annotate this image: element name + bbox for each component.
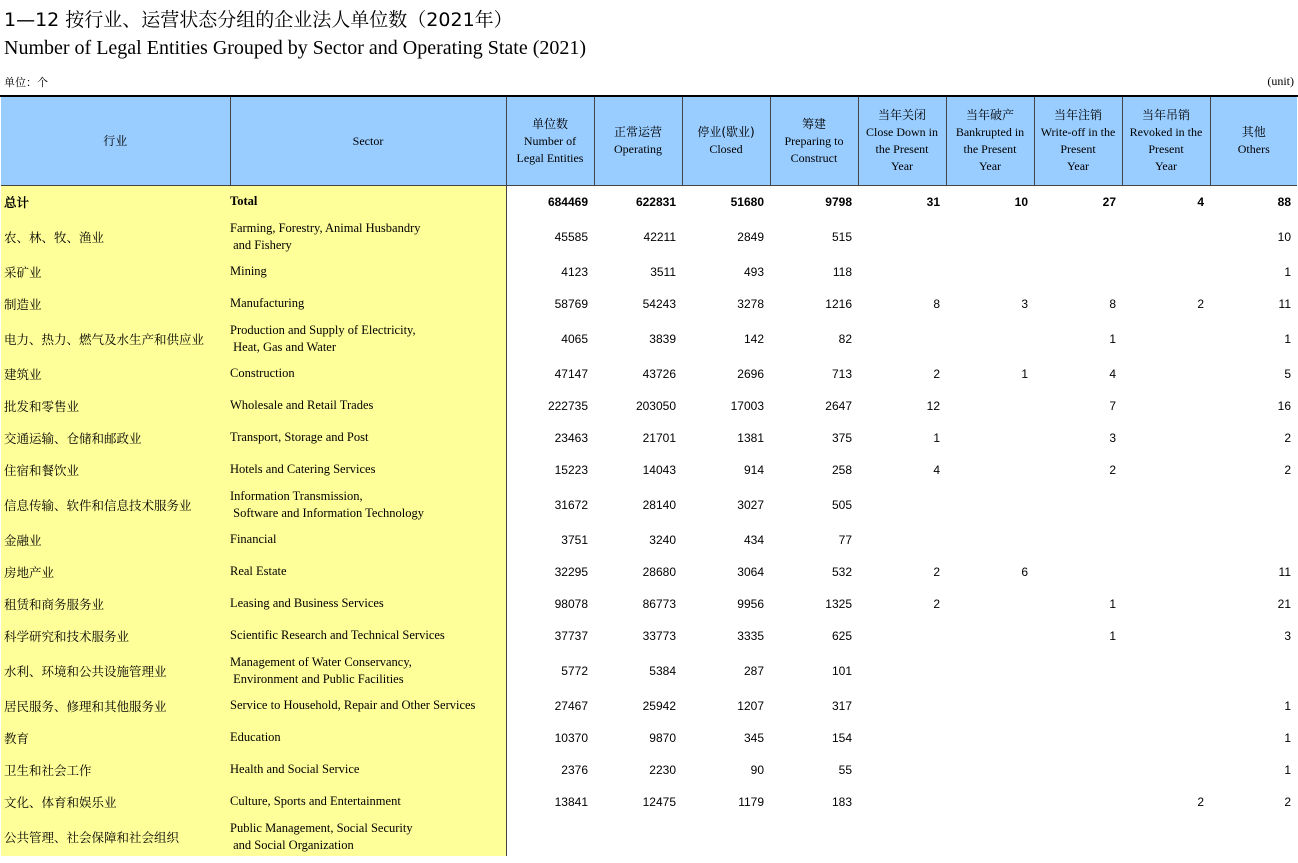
- value-cell: 505: [831, 497, 852, 512]
- value-cell: 10: [1014, 194, 1028, 209]
- table-row: [1, 524, 1297, 556]
- value-cell: 515: [831, 229, 852, 244]
- value-cell: 54243: [642, 296, 676, 311]
- value-cell: [1210, 486, 1297, 524]
- value-cell: [1122, 454, 1210, 486]
- value-cell: [1210, 652, 1297, 690]
- value-cell: 2: [933, 564, 940, 579]
- value-cell: 2: [1197, 794, 1204, 809]
- value-cell: 25942: [642, 698, 676, 713]
- value-cell: 11: [1278, 564, 1291, 579]
- value-cell: 1216: [825, 296, 852, 311]
- value-cell: 28140: [642, 497, 676, 512]
- header-col: 筹建 Preparing to Construct: [770, 97, 858, 186]
- sector-name-en: [230, 186, 506, 218]
- value-cell: 4065: [561, 331, 588, 346]
- header-col: 其他 Others: [1210, 97, 1297, 186]
- value-cell: 33773: [642, 628, 676, 643]
- page-title-cn: 1—12 按行业、运营状态分组的企业法人单位数（2021年）: [4, 9, 513, 31]
- table-row: [1, 754, 1297, 786]
- value-cell: 1: [1284, 331, 1291, 346]
- value-cell: 21701: [642, 430, 676, 445]
- value-cell: 11: [1278, 296, 1291, 311]
- value-cell: [1034, 218, 1122, 256]
- value-cell: 2: [1284, 794, 1291, 809]
- value-cell: 32295: [554, 564, 588, 579]
- value-cell: 2: [1109, 462, 1116, 477]
- value-cell: 9956: [737, 596, 764, 611]
- value-cell: 4: [1109, 366, 1116, 381]
- value-cell: 31: [926, 194, 940, 209]
- value-cell: [1122, 818, 1210, 856]
- value-cell: [858, 320, 946, 358]
- value-cell: 118: [832, 264, 852, 279]
- value-cell: 58769: [554, 296, 588, 311]
- value-cell: 2230: [649, 762, 676, 777]
- sector-name-en: [230, 818, 506, 856]
- value-cell: 1: [1284, 264, 1291, 279]
- value-cell: 1381: [737, 430, 764, 445]
- value-cell: [1122, 320, 1210, 358]
- value-cell: 3839: [649, 331, 676, 346]
- sector-name-en: [230, 218, 506, 256]
- value-cell: 622831: [635, 194, 676, 209]
- header-row: [1, 97, 1297, 186]
- value-cell: [946, 818, 1034, 856]
- data-table: [1, 97, 1297, 856]
- sector-name-en-line2: and Social Organization: [230, 837, 354, 852]
- sector-name-cn: 科学研究和技术服务业: [1, 620, 230, 652]
- value-cell: 86773: [642, 596, 676, 611]
- sector-name-en-line1: Manufacturing: [230, 296, 305, 310]
- value-cell: [1034, 690, 1122, 722]
- sector-name-cn: 信息传输、软件和信息技术服务业: [1, 486, 230, 524]
- value-cell: 1: [1284, 730, 1291, 745]
- value-cell: [946, 422, 1034, 454]
- sector-name-en-line1: Real Estate: [230, 564, 287, 578]
- value-cell: [946, 754, 1034, 786]
- sector-name-en-line2: Software and Information Technology: [230, 505, 424, 520]
- value-cell: [946, 524, 1034, 556]
- header-sector-cn: 行业: [1, 97, 230, 186]
- value-cell: 37737: [554, 628, 588, 643]
- value-cell: [858, 486, 946, 524]
- table-row: [1, 358, 1297, 390]
- value-cell: 77: [838, 532, 852, 547]
- value-cell: [946, 620, 1034, 652]
- value-cell: [1122, 524, 1210, 556]
- sector-name-en: [230, 390, 506, 422]
- value-cell: 13841: [554, 794, 588, 809]
- value-cell: [946, 486, 1034, 524]
- sector-name-en-line1: Farming, Forestry, Animal Husbandry: [230, 220, 421, 235]
- sector-name-cn: 农、林、牧、渔业: [1, 218, 230, 256]
- value-cell: [1122, 256, 1210, 288]
- header-sector-en: Sector: [230, 97, 506, 186]
- sector-name-cn: 租赁和商务服务业: [1, 588, 230, 620]
- value-cell: [858, 652, 946, 690]
- value-cell: [1122, 358, 1210, 390]
- value-cell: 434: [743, 532, 764, 547]
- sector-name-cn: 居民服务、修理和其他服务业: [1, 690, 230, 722]
- sector-name-cn: 采矿业: [1, 256, 230, 288]
- value-cell: [682, 818, 770, 856]
- value-cell: 28680: [642, 564, 676, 579]
- sector-name-en: [230, 320, 506, 358]
- table-row: [1, 256, 1297, 288]
- value-cell: 375: [831, 430, 852, 445]
- sector-name-en-line1: Financial: [230, 532, 277, 546]
- sector-name-en-line1: Culture, Sports and Entertainment: [230, 794, 401, 808]
- value-cell: 5: [1284, 366, 1291, 381]
- value-cell: 16: [1277, 398, 1291, 413]
- value-cell: [858, 818, 946, 856]
- value-cell: 5384: [649, 663, 676, 678]
- value-cell: 43726: [642, 366, 676, 381]
- value-cell: [1122, 422, 1210, 454]
- sector-name-en-line1: Wholesale and Retail Trades: [230, 398, 374, 412]
- value-cell: [1122, 722, 1210, 754]
- value-cell: 12: [926, 398, 940, 413]
- header-col: 单位数 Number of Legal Entities: [506, 97, 594, 186]
- value-cell: 42211: [643, 229, 676, 244]
- value-cell: 2849: [737, 229, 764, 244]
- value-cell: 625: [831, 628, 852, 643]
- sector-name-en-line1: Transport, Storage and Post: [230, 430, 369, 444]
- table-row: [1, 652, 1297, 690]
- sector-name-en-line1: Mining: [230, 264, 267, 278]
- value-cell: [946, 652, 1034, 690]
- value-cell: 9798: [825, 194, 852, 209]
- value-cell: 23463: [554, 430, 588, 445]
- sector-name-en-line1: Education: [230, 730, 281, 744]
- value-cell: 1: [1109, 596, 1116, 611]
- value-cell: 4: [933, 462, 940, 477]
- value-cell: 90: [750, 762, 764, 777]
- value-cell: 2: [933, 366, 940, 381]
- value-cell: 98078: [554, 596, 588, 611]
- value-cell: [858, 722, 946, 754]
- value-cell: [1210, 524, 1297, 556]
- table-row: [1, 320, 1297, 358]
- value-cell: 914: [743, 462, 764, 477]
- value-cell: 5772: [561, 663, 588, 678]
- table-row: [1, 556, 1297, 588]
- value-cell: 1: [1021, 366, 1028, 381]
- value-cell: 3064: [737, 564, 764, 579]
- table-row: [1, 722, 1297, 754]
- sector-name-en-line1: Total: [230, 194, 258, 209]
- value-cell: [858, 690, 946, 722]
- value-cell: 15223: [554, 462, 588, 477]
- value-cell: [858, 524, 946, 556]
- value-cell: [1122, 620, 1210, 652]
- value-cell: 2647: [825, 398, 852, 413]
- value-cell: 88: [1277, 194, 1291, 209]
- value-cell: [1034, 754, 1122, 786]
- value-cell: [946, 320, 1034, 358]
- sector-name-cn: 房地产业: [1, 556, 230, 588]
- value-cell: 1207: [737, 698, 764, 713]
- value-cell: 82: [838, 331, 852, 346]
- value-cell: 2: [1284, 462, 1291, 477]
- value-cell: 101: [831, 663, 852, 678]
- value-cell: 183: [831, 794, 852, 809]
- value-cell: 1: [1109, 628, 1116, 643]
- sector-name-en: [230, 652, 506, 690]
- sector-name-en-line1: Construction: [230, 366, 295, 380]
- sector-name-en: [230, 722, 506, 754]
- sector-name-cn: 总计: [1, 186, 230, 218]
- header-col: 当年关闭 Close Down in the Present Year: [858, 97, 946, 186]
- table-row: [1, 690, 1297, 722]
- value-cell: 1: [1109, 331, 1116, 346]
- value-cell: [1034, 652, 1122, 690]
- value-cell: 1179: [738, 794, 764, 809]
- value-cell: [858, 620, 946, 652]
- value-cell: 3335: [737, 628, 764, 643]
- sector-name-en-line1: Production and Supply of Electricity,: [230, 322, 416, 337]
- value-cell: [506, 818, 594, 856]
- value-cell: 154: [831, 730, 852, 745]
- value-cell: 51680: [730, 194, 764, 209]
- value-cell: [1122, 588, 1210, 620]
- value-cell: [946, 454, 1034, 486]
- sector-name-en-line1: Information Transmission,: [230, 488, 363, 503]
- sector-name-cn: 电力、热力、燃气及水生产和供应业: [1, 320, 230, 358]
- value-cell: 3511: [650, 264, 676, 279]
- sector-name-en: [230, 454, 506, 486]
- value-cell: 1325: [825, 596, 852, 611]
- value-cell: 142: [743, 331, 764, 346]
- value-cell: [1034, 556, 1122, 588]
- value-cell: [1034, 524, 1122, 556]
- table-row: [1, 288, 1297, 320]
- sector-name-cn: 文化、体育和娱乐业: [1, 786, 230, 818]
- value-cell: 3240: [649, 532, 676, 547]
- value-cell: 2696: [737, 366, 764, 381]
- sector-name-cn: 教育: [1, 722, 230, 754]
- sector-name-en-line1: Health and Social Service: [230, 762, 360, 776]
- value-cell: 684469: [547, 194, 588, 209]
- sector-name-cn: 公共管理、社会保障和社会组织: [1, 818, 230, 856]
- table-row: [1, 454, 1297, 486]
- sector-name-cn: 住宿和餐饮业: [1, 454, 230, 486]
- value-cell: [1210, 818, 1297, 856]
- table-row: [1, 588, 1297, 620]
- value-cell: 3: [1109, 430, 1116, 445]
- value-cell: 2: [1284, 430, 1291, 445]
- table-row: [1, 620, 1297, 652]
- value-cell: [946, 722, 1034, 754]
- value-cell: [1034, 786, 1122, 818]
- value-cell: 2: [1197, 296, 1204, 311]
- sector-name-cn: 批发和零售业: [1, 390, 230, 422]
- sector-name-en-line2: and Fishery: [230, 237, 292, 252]
- value-cell: 31672: [554, 497, 588, 512]
- sector-name-en: [230, 486, 506, 524]
- value-cell: 258: [831, 462, 852, 477]
- value-cell: 27467: [554, 698, 588, 713]
- value-cell: 3: [1021, 296, 1028, 311]
- value-cell: [1034, 818, 1122, 856]
- value-cell: [858, 754, 946, 786]
- value-cell: [946, 786, 1034, 818]
- sector-name-en-line2: Heat, Gas and Water: [230, 339, 337, 354]
- sector-name-cn: 金融业: [1, 524, 230, 556]
- value-cell: 2376: [561, 762, 588, 777]
- sector-name-en-line1: Hotels and Catering Services: [230, 462, 376, 476]
- value-cell: 45585: [554, 229, 588, 244]
- table-row: [1, 818, 1297, 856]
- value-cell: [1122, 652, 1210, 690]
- value-cell: 203050: [635, 398, 676, 413]
- value-cell: 10: [1277, 229, 1291, 244]
- sector-name-en: [230, 588, 506, 620]
- sector-name-en-line1: Public Management, Social Security: [230, 820, 413, 835]
- value-cell: 7: [1109, 398, 1116, 413]
- value-cell: [1034, 722, 1122, 754]
- sector-name-en: [230, 256, 506, 288]
- value-cell: 47147: [554, 366, 588, 381]
- sector-name-en-line2: Environment and Public Facilities: [230, 671, 404, 686]
- value-cell: 4123: [561, 264, 588, 279]
- value-cell: [858, 786, 946, 818]
- sector-name-en: [230, 288, 506, 320]
- table-row: [1, 486, 1297, 524]
- value-cell: [1122, 754, 1210, 786]
- table-row: [1, 422, 1297, 454]
- value-cell: [946, 690, 1034, 722]
- sector-name-en-line1: Management of Water Conservancy,: [230, 654, 412, 669]
- value-cell: [946, 218, 1034, 256]
- table-row: [1, 218, 1297, 256]
- value-cell: [594, 818, 682, 856]
- value-cell: [770, 818, 858, 856]
- value-cell: 1: [1284, 698, 1291, 713]
- sector-name-en-line1: Leasing and Business Services: [230, 596, 384, 610]
- value-cell: 3: [1284, 628, 1291, 643]
- value-cell: 345: [743, 730, 764, 745]
- value-cell: [946, 390, 1034, 422]
- value-cell: [1034, 256, 1122, 288]
- table-row: [1, 390, 1297, 422]
- sector-name-en: [230, 690, 506, 722]
- unit-label-cn: 单位：个: [4, 76, 48, 89]
- table-row-total: [1, 186, 1297, 218]
- unit-label-en: (unit): [1267, 74, 1294, 88]
- value-cell: 4: [1197, 194, 1204, 209]
- sector-name-en: [230, 524, 506, 556]
- header-col: 当年注销 Write-off in the Present Year: [1034, 97, 1122, 186]
- sector-name-en-line1: Scientific Research and Technical Services: [230, 628, 445, 642]
- sector-name-en: [230, 754, 506, 786]
- sector-name-en: [230, 786, 506, 818]
- value-cell: 6: [1021, 564, 1028, 579]
- value-cell: 1: [933, 430, 940, 445]
- value-cell: [1122, 556, 1210, 588]
- sector-name-en: [230, 422, 506, 454]
- sector-name-en-line1: Service to Household, Repair and Other Services: [230, 698, 476, 712]
- sector-name-en: [230, 358, 506, 390]
- value-cell: 493: [743, 264, 764, 279]
- value-cell: 55: [838, 762, 852, 777]
- value-cell: 9870: [649, 730, 676, 745]
- value-cell: 3027: [737, 497, 764, 512]
- value-cell: 222735: [547, 398, 588, 413]
- value-cell: [858, 256, 946, 288]
- value-cell: 3278: [737, 296, 764, 311]
- value-cell: 1: [1284, 762, 1291, 777]
- value-cell: 17003: [730, 398, 764, 413]
- value-cell: [946, 588, 1034, 620]
- sector-name-cn: 制造业: [1, 288, 230, 320]
- value-cell: 27: [1102, 194, 1116, 209]
- header-col: 当年吊销 Revoked in the Present Year: [1122, 97, 1210, 186]
- value-cell: 10370: [554, 730, 588, 745]
- value-cell: 8: [933, 296, 940, 311]
- value-cell: 287: [743, 663, 764, 678]
- value-cell: [1122, 390, 1210, 422]
- table-row: [1, 786, 1297, 818]
- value-cell: [1034, 486, 1122, 524]
- sector-name-cn: 建筑业: [1, 358, 230, 390]
- sector-name-cn: 水利、环境和公共设施管理业: [1, 652, 230, 690]
- header-col: 当年破产 Bankrupted in the Present Year: [946, 97, 1034, 186]
- header-col: 停业(歇业) Closed: [682, 97, 770, 186]
- value-cell: 14043: [642, 462, 676, 477]
- value-cell: 2: [933, 596, 940, 611]
- value-cell: 21: [1277, 596, 1291, 611]
- value-cell: 713: [831, 366, 852, 381]
- sector-name-en: [230, 620, 506, 652]
- value-cell: [1122, 690, 1210, 722]
- header-col: 正常运营 Operating: [594, 97, 682, 186]
- value-cell: [946, 256, 1034, 288]
- value-cell: [1122, 486, 1210, 524]
- sector-name-cn: 卫生和社会工作: [1, 754, 230, 786]
- sector-name-en: [230, 556, 506, 588]
- sector-name-cn: 交通运输、仓储和邮政业: [1, 422, 230, 454]
- value-cell: 317: [831, 698, 852, 713]
- value-cell: 3751: [561, 532, 588, 547]
- value-cell: [1122, 218, 1210, 256]
- page-title-en: Number of Legal Entities Grouped by Sector and Operating State (2021): [4, 37, 587, 59]
- value-cell: 12475: [642, 794, 676, 809]
- value-cell: [858, 218, 946, 256]
- value-cell: 532: [831, 564, 852, 579]
- value-cell: 8: [1109, 296, 1116, 311]
